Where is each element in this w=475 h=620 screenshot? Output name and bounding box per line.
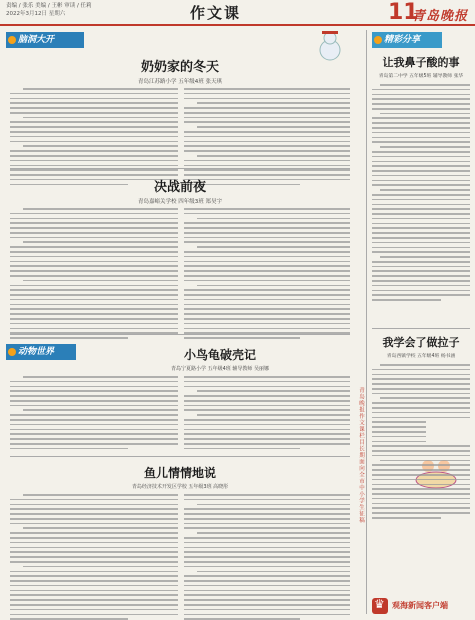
article-byline: 青岛江苏路小学 五年级4班 张天琪 [138,79,222,85]
article-title: 小鸟龟破壳记 [183,348,256,362]
article-title: 奶奶家的冬天 [140,60,219,75]
article-body-col1 [10,88,178,188]
news-app-logo[interactable] [372,598,462,614]
article-divider [10,334,350,335]
article-byline: 青岛经济技术开发区学校 五年级3班 高晓彤 [131,484,229,490]
issue-date: 2022年3月12日 星期六 [6,11,66,17]
article-learned-cooking [372,334,470,359]
article-title: 鱼儿情情地说 [143,466,216,480]
page-number: 11 [388,0,419,25]
banner-brainstorm: 脑洞大开 [6,32,84,48]
article-body-col1 [372,84,470,304]
article-body-col1 [10,494,178,620]
section-title: 作文课 [190,4,242,22]
article-body-col2 [184,494,350,620]
section-editors: 责编 / 张乐 美编 / 王彬 审读 / 任莉 [6,3,92,9]
crown-icon [372,598,388,614]
vertical-note: 青岛晚报作文课栏目长期面向全市中小学生征稿 [358,386,364,524]
article-grandma-winter [10,56,350,85]
article-byline: 青岛第二中学 五年级5班 辅导教师 张华 [378,74,464,79]
header-meta [6,2,92,18]
article-title: 我学会了做拉子 [382,336,460,349]
article-byline: 青岛宁夏路小学 五年级4班 辅导教师 吴丽娜 [171,366,269,372]
news-app-name: 观海新闻客户端 [392,601,448,610]
article-divider [10,456,350,457]
article-body-col2 [184,88,350,188]
article-touching-moment [372,54,470,79]
article-turtle-hatching [90,346,350,372]
article-body-col1 [10,208,178,342]
article-body-col2 [184,376,350,453]
column-divider [366,30,367,614]
article-byline: 青岛西镇学校 五年级4班 杨书涵 [386,354,456,359]
article-title: 决战前夜 [153,180,206,195]
article-divider [10,168,350,169]
article-body-col2 [184,208,350,342]
masthead-logo: 青岛晚报 [412,9,469,24]
page-header [0,0,475,26]
article-divider [372,328,470,329]
article-body-col1 [372,364,470,522]
article-byline: 青岛嘉峪关学校 四年级3班 郑昊宇 [138,199,222,205]
article-title: 让我鼻子酸的事 [382,56,460,69]
article-eve-of-battle [10,176,350,205]
banner-animal-world: 动物世界 [6,344,76,360]
article-fish-whisper [10,464,350,490]
banner-sharing: 精彩分享 [372,32,442,48]
article-body-col1 [10,376,178,453]
